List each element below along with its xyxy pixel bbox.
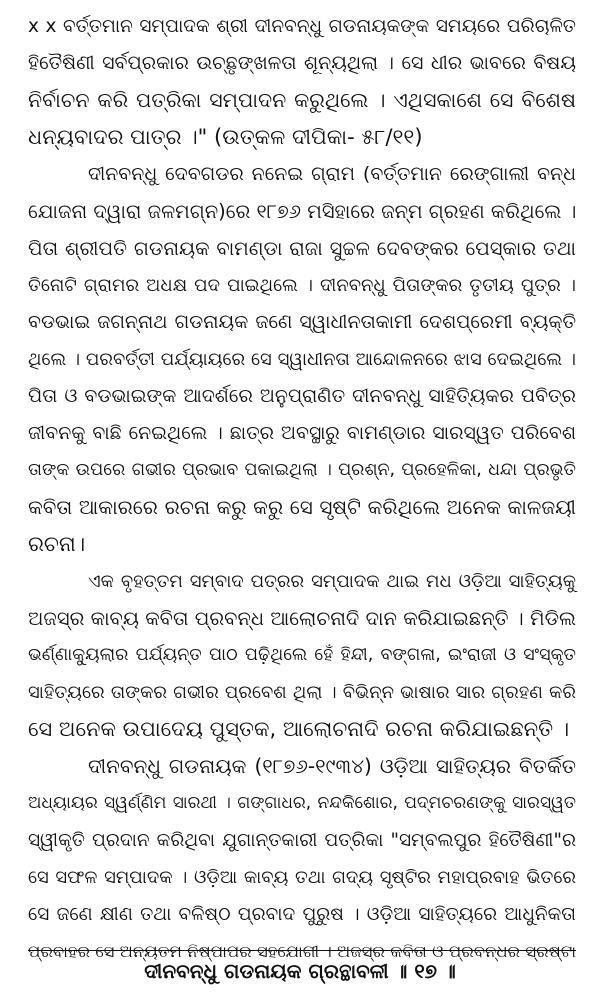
text-line: ତିନୋଟି ଗ୍ରାମର ଅଧକ୍ଷ ପଦ ପାଇଥିଲେ । ଦୀନବନ୍ଧୁ ପିତାଙ୍କର ତୃତୀୟ ପୁତ୍ର । bbox=[28, 275, 576, 296]
text-line: ଜୀବନକୁ ବାଛି ନେଇଥିଲେ । ଛାତ୍ର ଅବସ୍ଥାରୁ ବାମଣ୍ଡାର ସାରସ୍ୱତ ପରିବେଶ bbox=[28, 422, 576, 444]
page-footer: ଦୀନବନ୍ଧୁ ଗଡନାୟକ ଗ୍ରନ୍ଥାବଳୀ ॥ ୧୭ ॥ bbox=[144, 959, 456, 983]
text-line: ଏକ ବୃହତ୍ତମ ସମ୍ବାଦ ପତ୍ରର ସମ୍ପାଦକ ଥାଇ ମଧ ଓଡ଼ିଆ ସାହିତ୍ୟକୁ bbox=[88, 571, 576, 592]
text-line: ଧନ୍ୟବାଦର ପାତ୍ର ।" (ଉତ୍କଳ ଦୀପିକା- ୫୮/୧୧) bbox=[28, 125, 423, 149]
text-line: ସେ ସଫଳ ସମ୍ପାଦକ । ଓଡ଼ିଆ କାବ୍ୟ ତଥା ଗଦ୍ୟ ସୃଷ୍ଟିର ମହାପ୍ରବାହ ଭିତରେ bbox=[28, 867, 576, 888]
text-line: ଅଜସ୍ର କାବ୍ୟ କବିତା ପ୍ରବନ୍ଧ ଆଲୋଚନାଦି ଦାନ କରିଯାଇଛନ୍ତି । ମିଡିଲ bbox=[28, 607, 576, 630]
text-line: ଥିଲେ । ପରବର୍ତ୍ତୀ ପର୍ଯ୍ୟାୟରେ ସେ ସ୍ୱାଧୀନତା ଆନ୍ଦୋଳନରେ ଝାସ ଦେଇଥିଲେ । bbox=[28, 349, 576, 370]
text-line: ସାହିତ୍ୟରେ ତାଙ୍କର ଗଭୀର ପ୍ରବେଶ ଥିଲା । ବିଭିନ୍ନ ଭାଷାର ସାର ଗ୍ରହଣ କରି bbox=[28, 682, 576, 703]
text-line: ପିତା ଓ ବଡଭାଇଙ୍କ ଆଦର୍ଶରେ ଅନୁପ୍ରାଣିତ ଦୀନବନ୍ଧୁ ସାହିତ୍ୟିକର ପବିତ୍ର bbox=[28, 385, 576, 407]
text-line: ସେ ଅନେକ ଉପାଦେୟ ପୁସ୍ତକ, ଆଲୋଚନାଦି ରଚନା କରିଯାଇଛନ୍ତି । bbox=[28, 717, 570, 741]
text-line: ପିତା ଶ୍ରୀପତି ଗଡନାୟକ ବାମଣ୍ଡା ରାଜା ସୁଚ୍ଚଳ ଦେବଙ୍କର ପେସ୍କାର ତଥା bbox=[28, 237, 576, 260]
text-line: ଦୀନବନ୍ଧୁ ଗଡନାୟକ (୧୮୭୬-୧୯୩୪) ଓଡ଼ିଆ ସାହିତ୍ୟର ବିତର୍କିତ bbox=[88, 754, 576, 778]
footer-divider bbox=[28, 950, 576, 951]
text-line: x x ବର୍ତ୍ତମାନ ସମ୍ପାଦକ ଶ୍ରୀ ଦୀନବନ୍ଧୁ ଗଡନାୟକଙ୍କ ସମୟରେ ପରିଚାଳିତ bbox=[28, 16, 576, 37]
text-line: ସେ ଜଣେ କ୍ଷୀଣ ତଥା ବଳିଷ୍ଠ ପ୍ରବାଦ ପୁରୁଷ । ଓଡ଼ିଆ ସାହିତ୍ୟରେ ଆଧୁନିକତା bbox=[28, 904, 576, 925]
text-line: ରଚନା। bbox=[28, 532, 86, 556]
text-line: ସ୍ୱୀକୃତି ପ୍ରଦାନ କରିଥିବା ଯୁଗାନ୍ତକାରୀ ପତ୍ରିକା "ସମ୍ବଲପୁର ହିତୈଷିଣୀ"ର bbox=[28, 830, 576, 851]
text-line: ନିର୍ବାଚନ କରି ପତ୍ରିକା ସମ୍ପାଦନ କରୁଥିଲେ । ଏଥିସକାଶେ ସେ ବିଶେଷ bbox=[28, 88, 576, 112]
text-line: ହିତୈଷିଣୀ ସର୍ବପ୍ରକାର ଉଚ୍ଛୃଙ୍ଖଳତା ଶୂନ୍ୟଥିଲା । ସେ ଧୀର ଭାବରେ ବିଷୟ bbox=[28, 52, 576, 74]
text-line: ଅଧ୍ୟାୟର ସ୍ୱର୍ଣ୍ଣିମ ସାରଥୀ । ଗଙ୍ଗାଧର, ନନ୍ଦକିଶୋର, ପଦ୍ମଚରଣଙ୍କୁ ସାରସ୍ୱତ bbox=[28, 793, 576, 813]
text-line: ଦୀନବନ୍ଧୁ ଦେବଗଡର ନନେଇ ଗ୍ରାମ (ବର୍ତ୍ତମାନ ରେଙ୍ଗାଲୀ ବନ୍ଧ bbox=[88, 163, 576, 185]
text-line: ଭର୍ଣ୍ଣାକ୍ୟୁଲାର ପର୍ଯ୍ୟନ୍ତ ପାଠ ପଢ଼ିଥିଲେ ହେଁ ହିନ୍ଦୀ, ବଙ୍ଗଳା, ଇଂରାଜୀ ଓ ସଂସ୍କୃତ bbox=[28, 645, 576, 665]
text-line: ତାଙ୍କ ଉପରେ ଗଭୀର ପ୍ରଭାବ ପକାଇଥିଲା । ପ୍ରଶ୍ନ, ପ୍ରହେଳିକା, ଧନ୍ଦା ପ୍ରଭୃତି bbox=[28, 460, 576, 480]
text-line: ଯୋଜନା ଦ୍ୱାରା ଜଳମଗ୍ନ)ରେ ୧୮୭୬ ମସିହାରେ ଜନ୍ମ ଗ୍ରହଣ କରିଥିଲେ । bbox=[28, 200, 577, 223]
text-line: ପ୍ରବାହର ସେ ଅନ୍ୟତମ ନିଷ୍ପାପର ସହଯୋଗୀ । ଅଜସ୍ର କବିତା ଓ ପ୍ରବନ୍ଧର ସ୍ରଷ୍ଟା bbox=[28, 942, 576, 961]
text-line: କବିତା ଆକାରରେ ରଚନା କରୁ କରୁ ସେ ସୃଷ୍ଟି କରିଥିଲେ ଅନେକ କାଳଜୟୀ bbox=[28, 495, 576, 519]
text-line: ବଡଭାଇ ଜଗନ୍ନାଥ ଗଡନାୟକ ଜଣେ ସ୍ୱାଧୀନତାକାମୀ ଦେଶପ୍ରେମୀ ବ୍ୟକ୍ତି bbox=[28, 311, 576, 333]
